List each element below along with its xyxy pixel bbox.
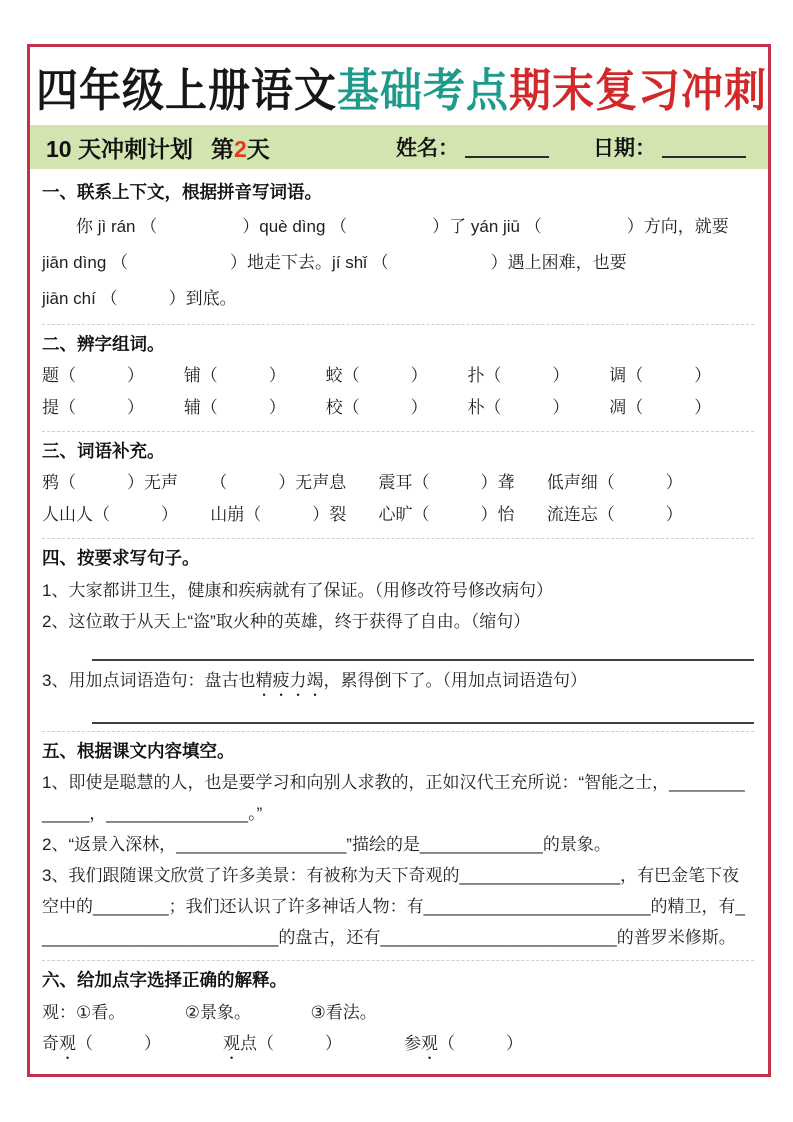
fill-question-2: 2、“返景入深林，__________________”描绘的是_____________的景象。 [42,835,611,855]
word-cell: 扑（ ） [467,366,570,386]
idiom-cell: 低声细（ ） [546,473,683,493]
plan-label [46,131,270,164]
date-blank [662,135,746,158]
definition-item [223,1028,342,1063]
idiom-cell: （ ）无声息 [210,473,347,493]
word-cell: 朴（ ） [467,398,570,418]
idiom-cell: 心旷（ ）怡 [378,505,515,525]
definition-item [404,1028,523,1063]
emphasized-idiom: 精疲力竭 [255,670,324,690]
answer-paren: （ ） [76,1033,161,1053]
fill-question-3: 3、我们跟随课文欣赏了许多美景：有被称为天下奇观的_________________，有巴金笔下夜空中的________；我们还认识了许多神话人物：有________________________的精卫，有__________________________的盘古，还有_________________________的普罗米修斯。 [42,866,746,948]
answer-paren: （ ） [438,1033,523,1053]
title-basics-part: 基础考点 [337,65,510,116]
word-cell: 题（ ） [42,366,144,386]
pinyin-line-1: 你 jì rán （ ）què dìng （ ）了 yán jiū （ ）方向，就要 [42,216,729,236]
date-label: 日期： [593,137,656,161]
sentence-question-2: 2、这位敢于从天上“盗”取火种的英雄，终于获得了自由。（缩句） [42,611,531,631]
section-4-heading: 四、按要求写句子。 [42,548,200,569]
definition-items [42,1028,754,1063]
section-3-heading: 三、词语补充。 [42,441,165,462]
worksheet-frame [27,44,771,1077]
word-cell: 校（ ） [325,398,428,418]
date-field [593,132,746,162]
day-label [211,136,270,162]
question-3-text-end: ，累得倒下了。（用加点词语造句） [323,670,587,690]
section-divider [42,960,754,961]
section-text-fill-in [42,739,754,953]
word-cell: 铺（ ） [183,366,286,386]
section-definition-choice [42,968,754,1062]
section-divider [42,731,754,732]
section-word-discrimination [42,332,754,424]
header-bar [30,125,768,169]
definition-options: 观：①看。 ②景象。 ③看法。 [42,1002,377,1022]
plan-text: 10 天冲刺计划 [46,135,193,162]
section-1-heading: 一、联系上下文，根据拼音写词语。 [42,182,322,203]
section-idiom-completion [42,439,754,531]
word-cell: 蛟（ ） [325,366,428,386]
pinyin-line-2: jiān dìng （ ）地走下去。jí shǐ （ ）遇上困难，也要 [42,252,627,272]
name-field [396,132,549,162]
word-cell: 提（ ） [42,398,144,418]
day-prefix: 第 [210,135,234,162]
item-text: 参 [404,1033,421,1053]
definition-item [42,1028,161,1063]
page-title [36,65,768,117]
word-cell: 辅（ ） [183,398,286,418]
idiom-cell: 流连忘（ ） [546,505,683,525]
name-blank [465,135,549,158]
section-sentence-writing [42,546,754,723]
idiom-cell: 山崩（ ）裂 [210,505,347,525]
idiom-row [42,499,683,531]
sentence-question-3 [42,665,754,700]
item-text: 奇 [42,1033,59,1053]
day-suffix: 天 [246,135,270,162]
word-row [42,392,711,424]
dotted-char: 观 [223,1033,240,1053]
pinyin-line-3: jiān chí （ ）到底。 [42,288,237,308]
item-text: 点 [240,1033,257,1053]
section-divider [42,538,754,539]
section-2-heading: 二、辨字组词。 [42,333,165,354]
answer-blank-line [92,722,754,724]
section-5-heading: 五、根据课文内容填空。 [42,740,235,761]
section-6-heading: 六、给加点字选择正确的解释。 [42,970,287,991]
answer-blank-line [92,659,754,661]
name-label: 姓名： [396,137,459,161]
idiom-cell: 震耳（ ）聋 [378,473,515,493]
dotted-char: 观 [421,1033,438,1053]
fill-question-1: 1、即使是聪慧的人，也是要学习和向别人求教的，正如汉代王充所说：“智能之士，_____________，_______________。” [42,773,745,824]
idiom-cell: 鸦（ ）无声 [42,473,178,493]
word-row [42,360,711,392]
dotted-char: 观 [59,1033,76,1053]
day-number: 2 [233,135,247,162]
answer-paren: （ ） [257,1033,342,1053]
section-pinyin [42,180,754,316]
sentence-question-1: 1、大家都讲卫生，健康和疾病就有了保证。（用修改符号修改病句） [42,580,553,600]
section-divider [42,431,754,432]
idiom-cell: 人山人（ ） [42,505,178,525]
word-cell: 凋（ ） [609,398,712,418]
idiom-row [42,467,683,499]
title-grade-part: 四年级上册语文 [36,65,338,116]
word-cell: 调（ ） [609,366,712,386]
title-review-part: 期末复习冲刺 [509,65,768,116]
question-3-text: 3、用加点词语造句：盘古也 [42,670,256,690]
worksheet-content [30,169,768,1062]
section-divider [42,324,754,325]
